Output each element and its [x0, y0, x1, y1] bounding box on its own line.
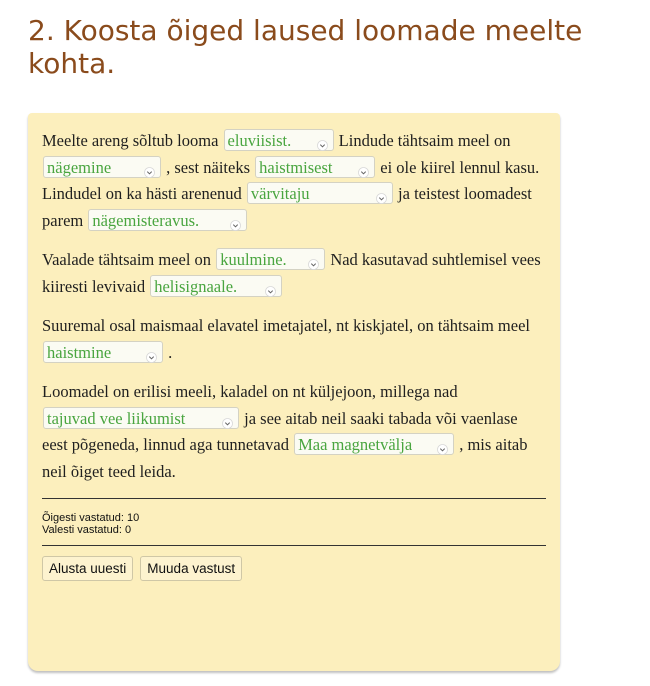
paragraph-text: ja teistest loomadest parem [42, 184, 532, 230]
restart-button[interactable]: Alusta uuesti [42, 556, 133, 581]
button-row [42, 546, 546, 581]
answer-dropdown[interactable] [43, 341, 163, 363]
chevron-down-icon [437, 439, 448, 450]
paragraph-text: . [164, 342, 173, 362]
paragraph-text: , sest näiteks [162, 157, 255, 177]
paragraph-text: Suuremal osal maismaal elavatel imetajatel, nt kiskjatel, on tähtsaim meel [42, 316, 530, 335]
chevron-down-icon [144, 162, 155, 173]
paragraph-text: Loomadel on erilisi meeli, kaladel on nt küljejoon, millega nad [42, 382, 458, 401]
answer-dropdown[interactable] [255, 156, 375, 178]
chevron-down-icon [265, 281, 276, 292]
chevron-down-icon [358, 162, 369, 173]
chevron-down-icon [308, 254, 319, 265]
dropdown-value: kuulmine. [220, 250, 287, 269]
exercise-card [28, 113, 560, 671]
dropdown-value: haistmine [47, 342, 112, 362]
chevron-down-icon [230, 215, 241, 226]
paragraph-text: Lindude tähtsaim meel on [334, 131, 511, 150]
answer-dropdown[interactable] [247, 182, 393, 204]
answer-dropdown[interactable] [294, 433, 454, 455]
paragraph-text: Nad kasutavad suhtlemisel vees kiiresti levivaid [42, 250, 541, 296]
paragraph [42, 247, 546, 300]
answer-dropdown[interactable] [43, 156, 161, 178]
answer-dropdown[interactable] [43, 407, 239, 429]
correct-count: Õigesti vastatud: 10 [42, 512, 140, 524]
exercise-text [42, 128, 546, 485]
dropdown-value: nägemine [47, 157, 112, 177]
dropdown-value: eluviisist. [227, 131, 292, 150]
dropdown-value: helisignaale. [154, 276, 238, 296]
dropdown-value: värvitaju [250, 184, 310, 203]
paragraph [42, 313, 546, 366]
dropdown-value: haistmisest [259, 157, 333, 177]
wrong-count: Valesti vastatud: 0 [42, 524, 132, 536]
paragraph-text: ei ole kiirel lennul kasu. Lindudel on ka hästi arenenud [42, 157, 540, 203]
chevron-down-icon [146, 347, 157, 358]
paragraph-text: Meelte areng sõltub looma [42, 131, 223, 150]
change-answer-button[interactable]: Muuda vastust [140, 556, 242, 581]
answer-dropdown[interactable] [224, 129, 334, 151]
page-title: 2. Koosta õiged laused loomade meelte kohta. [28, 14, 583, 80]
results [42, 499, 546, 545]
answer-dropdown[interactable] [216, 248, 325, 270]
dropdown-value: nägemisteravus. [92, 210, 200, 230]
chevron-down-icon [376, 188, 387, 199]
paragraph-text: ja see aitab neil saaki tabada või vaenlase eest põgeneda, linnud aga tunnetavad [42, 408, 518, 454]
paragraph [42, 379, 546, 485]
dropdown-value: Maa magnetvälja [298, 435, 413, 454]
answer-dropdown[interactable] [150, 275, 282, 297]
paragraph-text: Vaalade tähtsaim meel on [42, 250, 216, 269]
answer-dropdown[interactable] [88, 209, 247, 231]
paragraph [42, 128, 546, 234]
paragraph-text: , mis aitab neil õiget teed leida. [42, 435, 528, 481]
chevron-down-icon [317, 135, 328, 146]
chevron-down-icon [222, 413, 233, 424]
dropdown-value: tajuvad vee liikumist [47, 408, 186, 428]
